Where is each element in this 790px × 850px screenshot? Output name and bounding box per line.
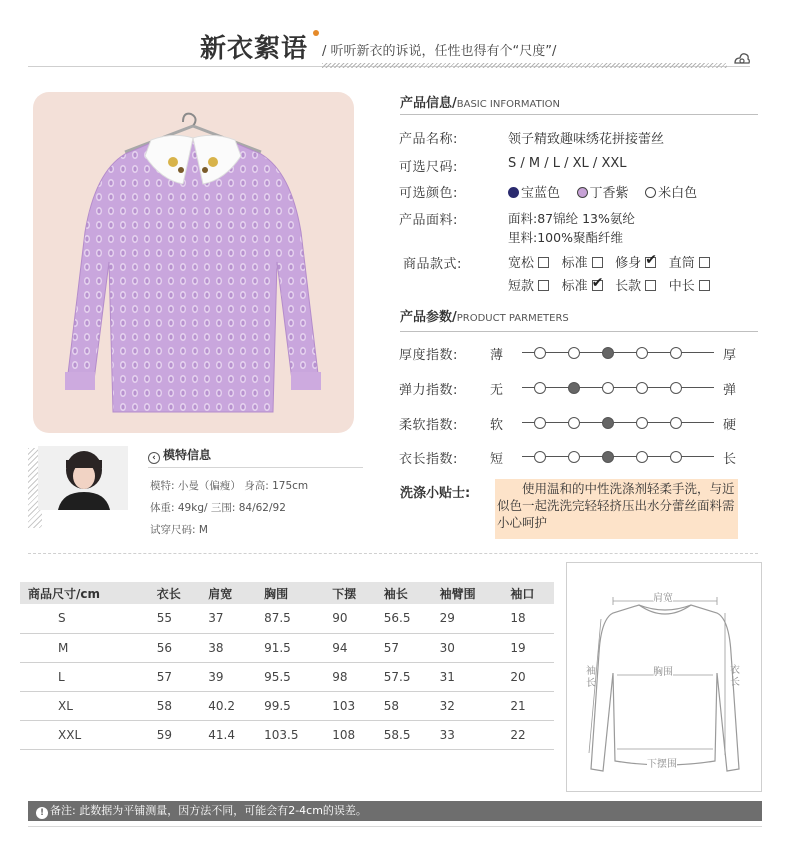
slider-max-label: 长 xyxy=(723,452,737,467)
table-cell: XL xyxy=(20,691,149,720)
slider-label: 弹力指数: xyxy=(399,383,458,398)
slider-track xyxy=(522,381,714,395)
style-option: 直筒 xyxy=(669,256,710,271)
slider-node xyxy=(568,417,580,429)
slider-line xyxy=(522,387,714,388)
slider-track xyxy=(522,416,714,430)
checked-checkbox-icon xyxy=(645,257,656,268)
model-line-height: 模特: 小曼（偏瘦） 身高: 175cm xyxy=(150,480,309,492)
slider-node xyxy=(534,417,546,429)
product-photo xyxy=(33,92,354,433)
checkbox-icon xyxy=(592,257,603,268)
checkbox-icon xyxy=(699,280,710,291)
fabric-label: 产品面料: xyxy=(399,213,458,228)
table-cell: 87.5 xyxy=(256,604,324,633)
color-options xyxy=(508,182,697,201)
table-cell: 94 xyxy=(324,633,376,662)
size-table-header-cell: 商品尺寸/cm xyxy=(20,582,149,604)
back-arrow-icon: ‹ xyxy=(148,452,160,464)
slider-label: 衣长指数: xyxy=(399,452,458,467)
table-cell: 39 xyxy=(200,662,256,691)
model-photo xyxy=(38,446,128,510)
slider-line xyxy=(522,422,714,423)
table-cell: 29 xyxy=(432,604,503,633)
product-name-label: 产品名称: xyxy=(399,132,458,147)
style-label: 商品款式: xyxy=(403,257,462,272)
info-icon: ! xyxy=(36,807,48,819)
care-tip-title: 洗涤小贴士: xyxy=(400,486,471,501)
basic-info-title-cn: 产品信息/ xyxy=(400,96,457,111)
table-cell: 37 xyxy=(200,604,256,633)
size-table-header-cell: 衣长 xyxy=(149,582,201,604)
checkbox-icon xyxy=(538,280,549,291)
table-cell: XXL xyxy=(20,720,149,749)
table-cell: 31 xyxy=(432,662,503,691)
size-table-header-cell: 下摆 xyxy=(324,582,376,604)
page-title: 新衣絮语 xyxy=(200,34,309,64)
size-table-header-cell: 胸围 xyxy=(256,582,324,604)
table-cell: 57 xyxy=(376,633,432,662)
slider-node xyxy=(636,347,648,359)
size-table-header-cell: 袖口 xyxy=(502,582,554,604)
slider-track xyxy=(522,346,714,360)
table-cell: 57 xyxy=(149,662,201,691)
table-cell: 91.5 xyxy=(256,633,324,662)
table-cell: 57.5 xyxy=(376,662,432,691)
slider-node xyxy=(534,382,546,394)
slider-node-selected xyxy=(602,347,614,359)
table-cell: 20 xyxy=(502,662,554,691)
size-table-header xyxy=(20,582,554,604)
style-row-length xyxy=(508,275,710,294)
checkbox-icon xyxy=(645,280,656,291)
checkbox-icon xyxy=(699,257,710,268)
table-cell: 41.4 xyxy=(200,720,256,749)
footer-note-text: 备注: 此数据为平铺测量，因方法不同，可能会有2-4cm的误差。 xyxy=(50,804,367,817)
model-portrait-illustration xyxy=(38,446,128,510)
slider-node xyxy=(602,382,614,394)
table-cell: 58 xyxy=(376,691,432,720)
style-option: 宽松 xyxy=(508,256,549,271)
diagram-shoulder-label: 肩宽 xyxy=(653,589,673,604)
slider-min-label: 短 xyxy=(490,452,504,467)
parameters-title-en: PRODUCT PARMETERS xyxy=(456,313,569,324)
color-swatch-icon xyxy=(577,187,588,198)
table-cell: 59 xyxy=(149,720,201,749)
slider-node xyxy=(568,347,580,359)
slider-line xyxy=(522,352,714,353)
model-line-size: 试穿尺码: M xyxy=(150,524,208,536)
slider-min-label: 薄 xyxy=(490,348,504,363)
slider-node-selected xyxy=(602,451,614,463)
slider-node-selected xyxy=(602,417,614,429)
table-cell: 95.5 xyxy=(256,662,324,691)
table-cell: 90 xyxy=(324,604,376,633)
table-cell: 33 xyxy=(432,720,503,749)
style-option: 标准 xyxy=(562,256,603,271)
footer-note xyxy=(28,801,762,821)
style-option: 短款 xyxy=(508,279,549,294)
parameters-title-cn: 产品参数/ xyxy=(400,310,457,325)
table-row xyxy=(20,604,554,633)
brand-logo-icon xyxy=(733,50,751,66)
diagram-hem-label: 下摆围 xyxy=(647,755,677,770)
slider-node xyxy=(636,451,648,463)
slider-node xyxy=(534,451,546,463)
footer-divider xyxy=(28,826,762,827)
color-swatch-icon xyxy=(508,187,519,198)
size-table xyxy=(20,582,554,750)
slider-node xyxy=(636,417,648,429)
table-cell: 21 xyxy=(502,691,554,720)
diagram-length-label: 衣长 xyxy=(730,665,740,688)
color-option-ivory: 米白色 xyxy=(645,186,697,201)
color-options-label: 可选颜色: xyxy=(399,186,458,201)
header-hatch-decoration xyxy=(322,63,727,68)
slider-label: 柔软指数: xyxy=(399,418,458,433)
size-table-header-cell: 袖长 xyxy=(376,582,432,604)
lace-blouse-illustration xyxy=(33,92,354,433)
care-tip-text: 使用温和的中性洗涤剂轻柔手洗，与近似色一起洗洗完轻轻挤压出水分蕾丝面料需小心呵护 xyxy=(495,479,738,539)
basic-info-title-en: BASIC INFORMATION xyxy=(456,99,561,110)
table-cell: 38 xyxy=(200,633,256,662)
slider-max-label: 弹 xyxy=(723,383,737,398)
table-cell: 108 xyxy=(324,720,376,749)
garment-measure-diagram xyxy=(566,562,762,792)
style-option: 修身 ✔ xyxy=(615,256,656,271)
slider-track xyxy=(522,450,714,464)
table-cell: S xyxy=(20,604,149,633)
table-row xyxy=(20,633,554,662)
table-cell: 56.5 xyxy=(376,604,432,633)
checked-checkbox-icon xyxy=(592,280,603,291)
slider-max-label: 厚 xyxy=(723,348,737,363)
table-cell: 58 xyxy=(149,691,201,720)
slider-node xyxy=(636,382,648,394)
table-cell: M xyxy=(20,633,149,662)
model-divider xyxy=(148,467,363,468)
slider-min-label: 无 xyxy=(490,383,504,398)
table-cell: 55 xyxy=(149,604,201,633)
slider-node xyxy=(568,451,580,463)
product-name-value: 领子精致趣味绣花拼接蕾丝 xyxy=(508,132,665,147)
slider-node xyxy=(670,382,682,394)
slider-node xyxy=(670,417,682,429)
slider-line xyxy=(522,456,714,457)
model-line-weight: 体重: 49kg/ 三围: 84/62/92 xyxy=(150,502,286,514)
table-cell: 30 xyxy=(432,633,503,662)
slider-node xyxy=(670,451,682,463)
basic-info-divider xyxy=(400,114,758,115)
page-slogan: / 听听新衣的诉说，任性也得有个“尺度”/ xyxy=(322,44,557,59)
size-table-header-cell: 肩宽 xyxy=(200,582,256,604)
section-divider xyxy=(28,553,758,554)
size-options-value: S / M / L / XL / XXL xyxy=(508,156,627,171)
fabric-value-lining: 里料:100%聚酯纤维 xyxy=(508,230,623,245)
slider-label: 厚度指数: xyxy=(399,348,458,363)
color-option-royal-blue: 宝蓝色 xyxy=(508,186,560,201)
slider-node-selected xyxy=(568,382,580,394)
title-accent-dot xyxy=(313,30,319,36)
slider-node xyxy=(670,347,682,359)
table-cell: 58.5 xyxy=(376,720,432,749)
table-cell: 22 xyxy=(502,720,554,749)
table-cell: 18 xyxy=(502,604,554,633)
parameters-divider xyxy=(400,331,758,332)
style-option: 长款 xyxy=(615,279,656,294)
table-cell: 99.5 xyxy=(256,691,324,720)
table-row xyxy=(20,662,554,691)
table-cell: 103 xyxy=(324,691,376,720)
table-cell: 98 xyxy=(324,662,376,691)
table-cell: 56 xyxy=(149,633,201,662)
table-cell: 32 xyxy=(432,691,503,720)
style-option: 中长 xyxy=(669,279,710,294)
fabric-value-main: 面料:87锦纶 13%氨纶 xyxy=(508,211,635,226)
table-row xyxy=(20,691,554,720)
color-option-lilac: 丁香紫 xyxy=(577,186,629,201)
size-table-header-cell: 袖臂围 xyxy=(432,582,503,604)
diagram-sleeve-label: 袖长 xyxy=(586,666,596,689)
table-cell: 103.5 xyxy=(256,720,324,749)
basic-info-title xyxy=(400,92,560,111)
slider-min-label: 软 xyxy=(490,418,504,433)
style-row-fit xyxy=(508,252,710,271)
checkbox-icon xyxy=(538,257,549,268)
table-cell: L xyxy=(20,662,149,691)
style-option: 标准 ✔ xyxy=(562,279,603,294)
table-row xyxy=(20,720,554,749)
size-options-label: 可选尺码: xyxy=(399,160,458,175)
parameters-title xyxy=(400,306,569,325)
model-info-title xyxy=(148,446,211,464)
color-swatch-icon xyxy=(645,187,656,198)
slider-node xyxy=(534,347,546,359)
table-cell: 40.2 xyxy=(200,691,256,720)
model-info-title-text: 模特信息 xyxy=(163,448,212,462)
diagram-chest-label: 胸围 xyxy=(653,663,673,678)
table-cell: 19 xyxy=(502,633,554,662)
slider-max-label: 硬 xyxy=(723,418,737,433)
